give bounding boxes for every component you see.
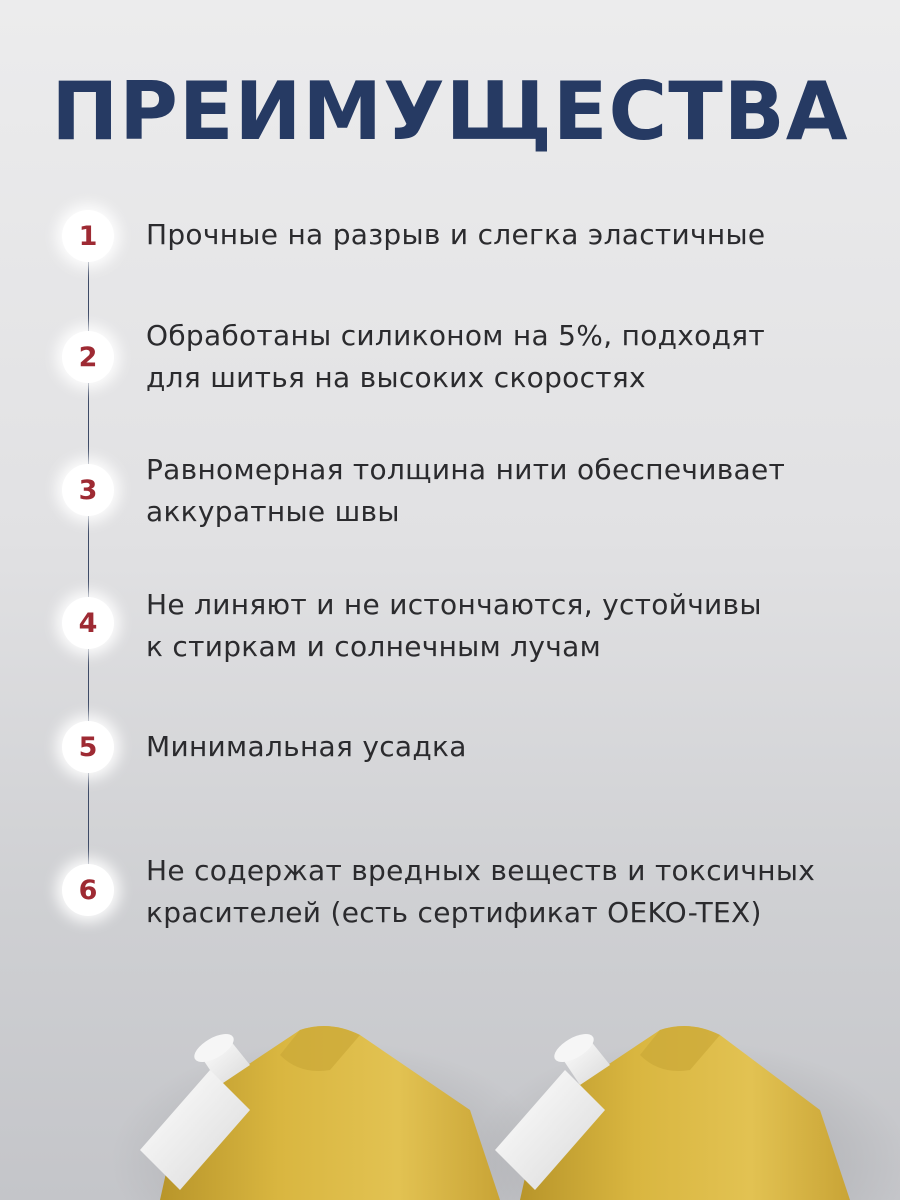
advantage-text-line: Равномерная толщина нити обеспечивает: [146, 453, 786, 486]
advantage-text-line: красителей (есть сертификат OEKO-TEX): [146, 896, 762, 929]
advantage-text-line: Не линяют и не истончаются, устойчивы: [146, 588, 762, 621]
advantage-text: [146, 584, 856, 668]
number-badge: 5: [62, 721, 114, 773]
advantage-text-line: к стиркам и солнечным лучам: [146, 630, 602, 663]
advantage-text-line: Минимальная усадка: [146, 730, 467, 763]
advantage-text-line: Не содержат вредных веществ и токсичных: [146, 854, 816, 887]
advantage-text: [146, 850, 856, 934]
advantage-text: [146, 315, 856, 399]
advantage-text: [146, 449, 856, 533]
advantage-text-line: Прочные на разрыв и слегка эластичные: [146, 218, 766, 251]
spool-2: [495, 1026, 850, 1200]
number-badge: 2: [62, 331, 114, 383]
advantage-text-line: для шитья на высоких скоростях: [146, 361, 646, 394]
advantage-text-line: Обработаны силиконом на 5%, подходят: [146, 319, 766, 352]
thread-spools-image: [0, 960, 900, 1200]
spool-1: [140, 1026, 500, 1200]
advantage-text: [146, 726, 856, 768]
advantage-text: [146, 214, 856, 256]
number-badge: 1: [62, 210, 114, 262]
page-title: ПРЕИМУЩЕСТВА: [51, 65, 849, 158]
number-badge: 3: [62, 464, 114, 516]
advantage-text-line: аккуратные швы: [146, 495, 400, 528]
number-badge: 6: [62, 864, 114, 916]
number-badge: 4: [62, 597, 114, 649]
